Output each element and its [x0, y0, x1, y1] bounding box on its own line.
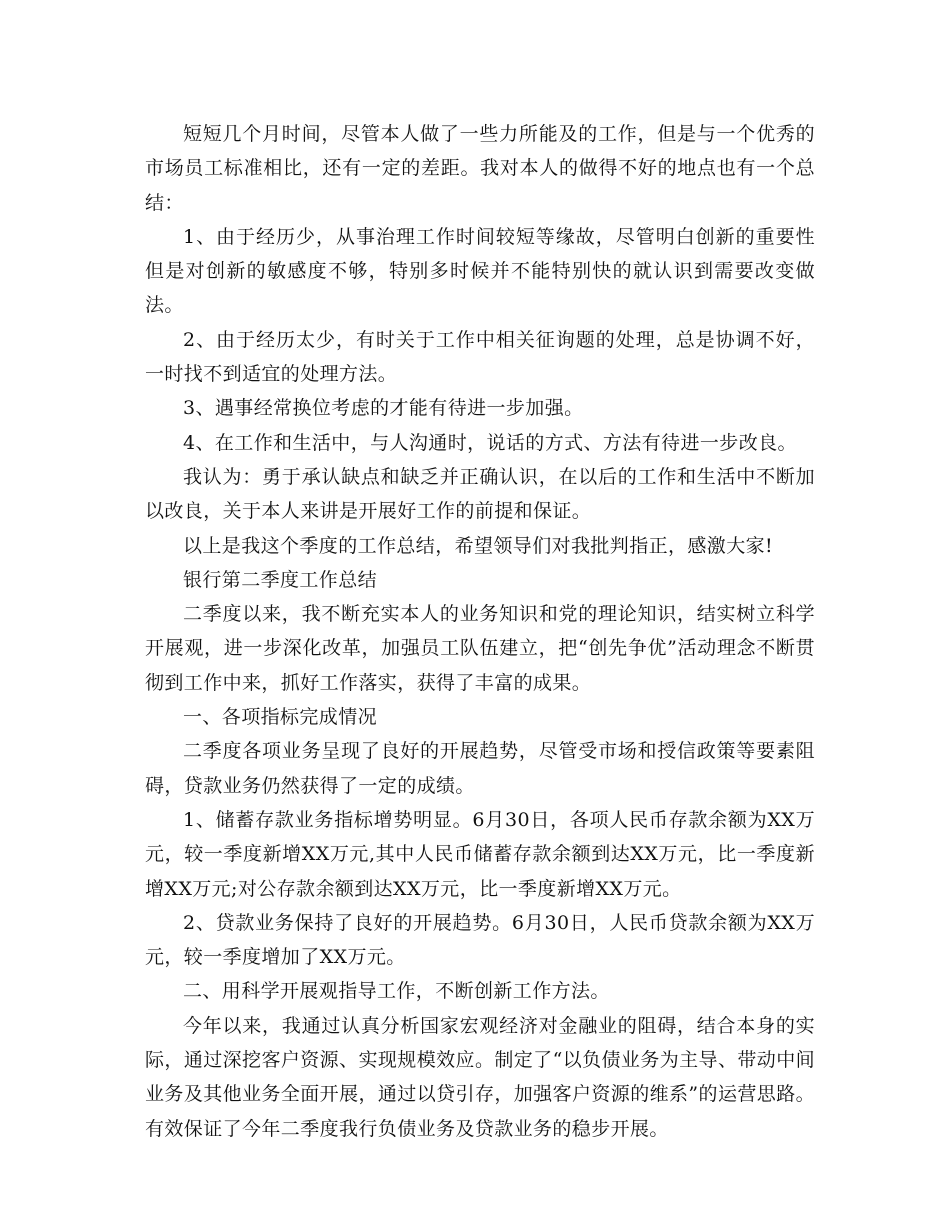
section-title: 银行第二季度工作总结	[183, 568, 378, 591]
paragraph-deposits: 1、储蓄存款业务指标增势明显。6月30日，各项人民币存款余额为XX万元，较一季度新增XX万元,其中人民币储蓄存款余额到达XX万元，比一季度新增XX万元;对公存款余额到达XX万元，比一季度新增XX万元。	[145, 808, 815, 900]
heading-indicators: 一、各项指标完成情况	[183, 706, 378, 729]
paragraph-point-3: 3、遇事经常换位考虑的才能有待进一步加强。	[183, 397, 584, 420]
paragraph-summary-intro: 短短几个月时间，尽管本人做了一些力所能及的工作，但是与一个优秀的市场员工标准相比，还有一定的差距。我对本人的做得不好的地点也有一个总结：	[145, 123, 815, 214]
paragraph-point-4: 4、在工作和生活中，与人沟通时，说话的方式、方法有待进一步改良。	[183, 431, 797, 454]
heading-methods: 二、用科学开展观指导工作，不断创新工作方法。	[183, 980, 610, 1003]
document-body	[145, 117, 815, 1146]
paragraph-point-1: 1、由于经历少，从事治理工作时间较短等缘故，尽管明白创新的重要性但是对创新的敏感度不够，特别多时候并不能特别快的就认识到需要改变做法。	[145, 225, 815, 317]
paragraph-loans: 2、贷款业务保持了良好的开展趋势。6月30日，人民币贷款余额为XX万元，较一季度增加了XX万元。	[145, 911, 815, 969]
paragraph-strategy: 今年以来，我通过认真分析国家宏观经济对金融业的阻碍，结合本身的实际，通过深挖客户资源、实现规模效应。制定了“以负债业务为主导、带动中间业务及其他业务全面开展，通过以贷引存，加强客户资源的维系”的运营思路。有效保证了今年二季度我行负债业务及贷款业务的稳步开展。	[145, 1014, 815, 1140]
paragraph-indicators-overview: 二季度各项业务呈现了良好的开展趋势，尽管受市场和授信政策等要素阻碍，贷款业务仍然获得了一定的成绩。	[145, 740, 815, 797]
paragraph-reflection: 我认为：勇于承认缺点和缺乏并正确认识，在以后的工作和生活中不断加以改良，关于本人来讲是开展好工作的前提和保证。	[145, 465, 815, 523]
paragraph-point-2: 2、由于经历太少，有时关于工作中相关征询题的处理，总是协调不好，一时找不到适宜的处理方法。	[145, 328, 815, 386]
paragraph-q2-intro: 二季度以来，我不断充实本人的业务知识和党的理论知识，结实树立科学开展观，进一步深化改革，加强员工队伍建立，把“创先争优”活动理念不断贯彻到工作中来，抓好工作落实，获得了丰富的成果。	[145, 603, 815, 694]
paragraph-closing: 以上是我这个季度的工作总结，希望领导们对我批判指正，感激大家!	[183, 534, 774, 557]
